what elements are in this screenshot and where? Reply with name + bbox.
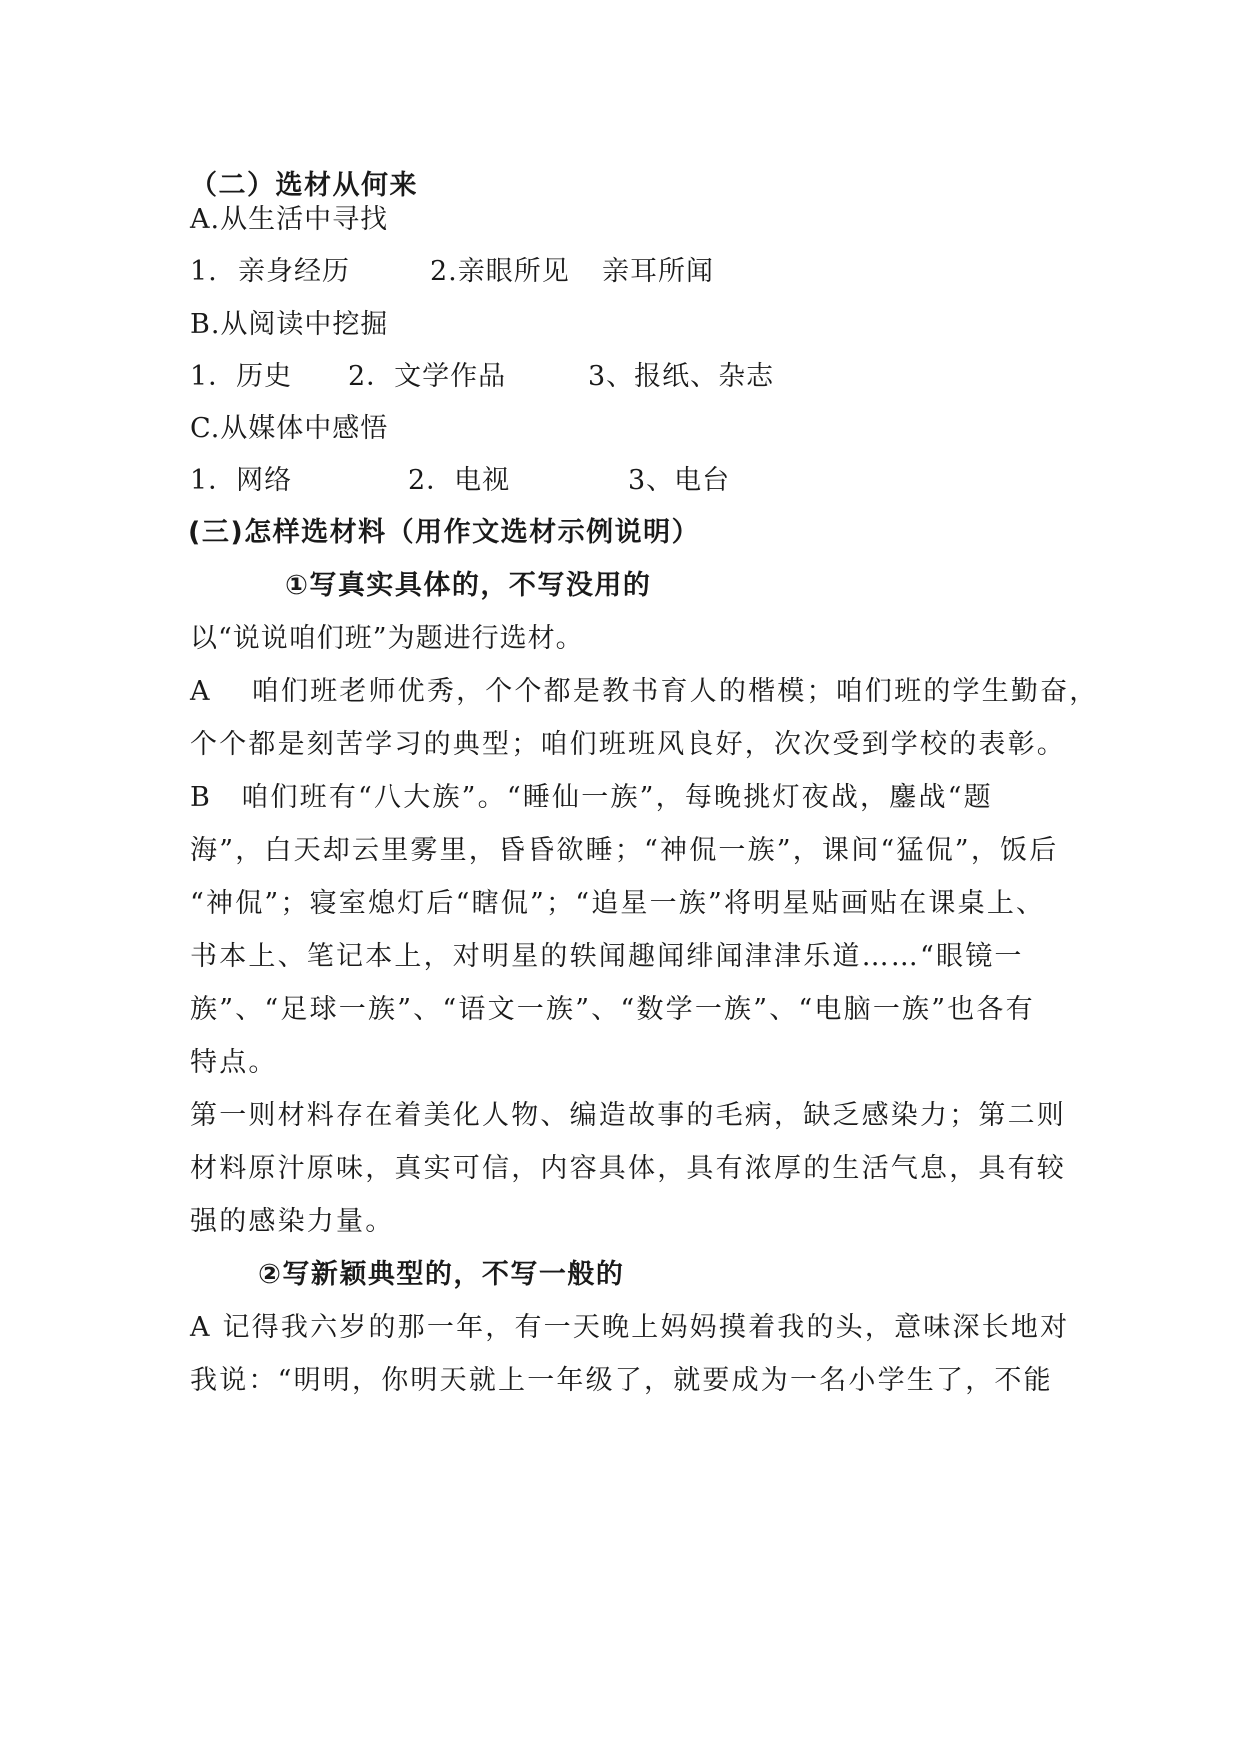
example-a-line-2: 个个都是刻苦学习的典型；咱们班班风良好，次次受到学校的表彰。 <box>190 729 1066 760</box>
source-c-item-2: 2．电视 <box>408 465 511 496</box>
source-a-item-num: 1. <box>190 256 218 287</box>
source-c-items <box>190 463 890 499</box>
source-b-item-2: 2．文学作品 <box>348 361 507 392</box>
comment-line-3: 强的感染力量。 <box>190 1206 395 1237</box>
source-c-item-1: 1．网络 <box>190 465 293 496</box>
source-a-item-3: 亲耳所闻 <box>602 256 714 287</box>
point-2-line-2: 我说：“明明，你明天就上一年级了，就要成为一名小学生了，不能 <box>190 1365 1053 1396</box>
example-b-line-6: 特点。 <box>190 1047 278 1078</box>
comment-line-2: 材料原汁原味，真实可信，内容具体，具有浓厚的生活气息，具有较 <box>190 1153 1066 1184</box>
example-b-line-2: 海”，白天却云里雾里，昏昏欲睡；“神侃一族”，课间“猛侃”，饭后 <box>190 835 1059 866</box>
source-b-item-1: 1．历史 <box>190 361 293 392</box>
source-a-title: A.从生活中寻找 <box>190 204 389 235</box>
source-b-item-3: 3、报纸、杂志 <box>588 361 775 392</box>
source-c-title: C.从媒体中感悟 <box>190 413 389 444</box>
section-3-heading: (三)怎样选材料（用作文选材示例说明） <box>188 517 701 548</box>
source-b-items <box>190 359 890 395</box>
example-b-line-1: B 咱们班有“八大族”。“睡仙一族”，每晚挑灯夜战，鏖战“题 <box>190 782 993 813</box>
point-1-title: ①写真实具体的，不写没用的 <box>285 570 652 601</box>
section-2-heading: （二）选材从何来 <box>190 170 418 201</box>
source-c-item-3: 3、电台 <box>628 465 731 496</box>
example-b-line-4: 书本上、笔记本上，对明星的轶闻趣闻绯闻津津乐道……“眼镜一 <box>190 941 1024 972</box>
comment-line-1: 第一则材料存在着美化人物、编造故事的毛病，缺乏感染力；第二则 <box>190 1100 1066 1131</box>
point-2-line-1: A 记得我六岁的那一年，有一天晚上妈妈摸着我的头，意味深长地对 <box>190 1312 1070 1343</box>
source-a-item-2: 2.亲眼所见 <box>430 256 570 287</box>
example-b-line-5: 族”、“足球一族”、“语文一族”、“数学一族”、“电脑一族”也各有 <box>190 994 1035 1025</box>
example-a-line-1: A 咱们班老师优秀，个个都是教书育人的楷模；咱们班的学生勤奋， <box>190 676 1099 707</box>
point-1-intro: 以“说说咱们班”为题进行选材。 <box>190 623 584 654</box>
source-b-title: B.从阅读中挖掘 <box>190 309 389 340</box>
source-a-item-1: 亲身经历 <box>238 256 350 287</box>
point-2-title: ②写新颖典型的，不写一般的 <box>258 1259 625 1290</box>
example-b-line-3: “神侃”；寝室熄灯后“瞎侃”；“追星一族”将明星贴画贴在课桌上、 <box>190 888 1046 919</box>
source-a-items <box>190 254 890 290</box>
